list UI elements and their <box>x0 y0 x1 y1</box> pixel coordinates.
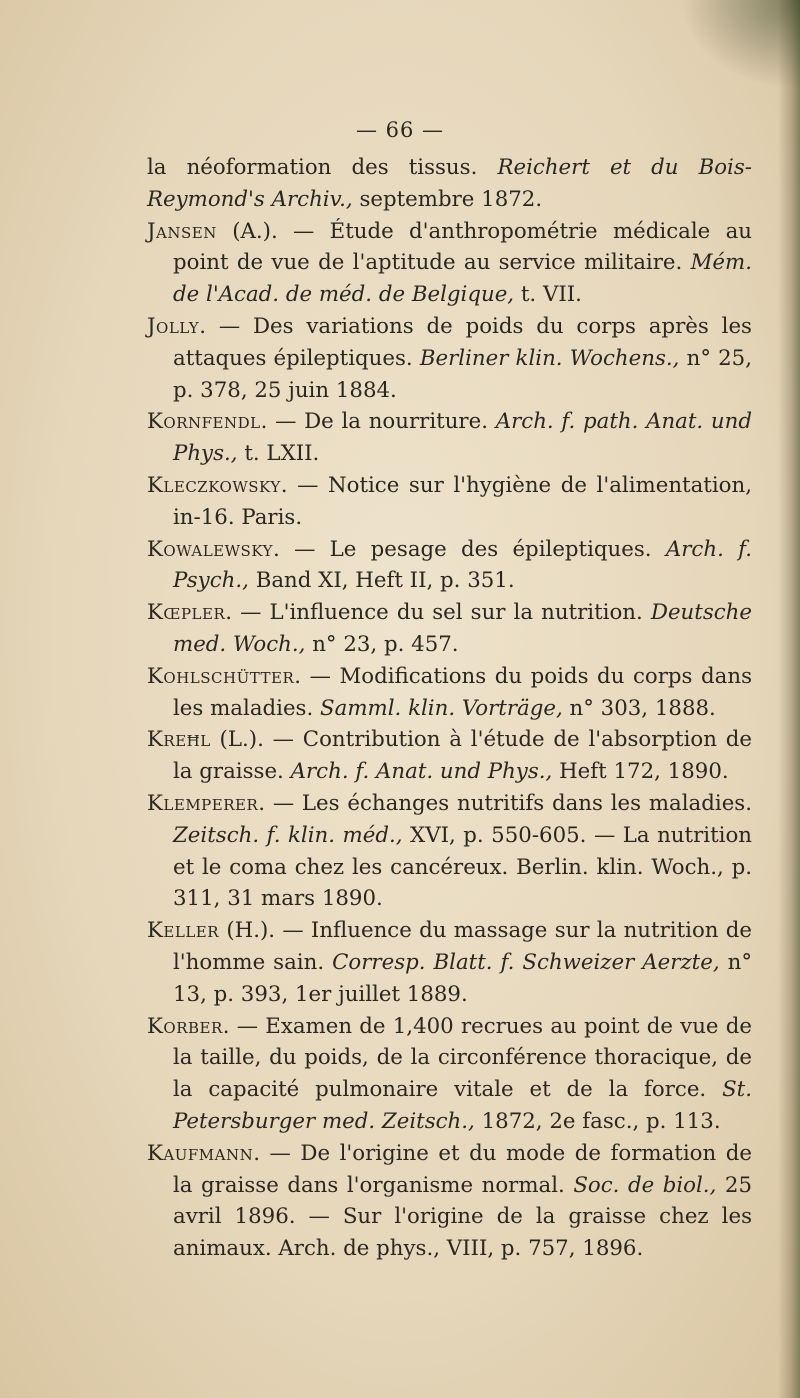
entry-source: St. Petersburger med. Zeitsch., <box>173 1077 752 1134</box>
entry-text: . — Des variations de poids du corps après les attaques épileptiques. <box>173 313 752 371</box>
page-number: — 66 — <box>355 118 445 142</box>
entry-text: . — Modifications du poids du corps dans les maladies. <box>173 663 752 721</box>
entry-author: Kohlschütter <box>147 663 295 689</box>
entry-author: Korber <box>147 1013 223 1039</box>
entry-details: XVI, p. 550-605. — La nutrition et le coma chez les cancéreux. Berlin. klin. Woch., p. 311, 31 mars 1890. <box>173 822 752 912</box>
entry-text: . — De l'origine et du mode de formation de la graisse dans l'organisme normal. <box>173 1140 752 1198</box>
bibliography-list <box>147 152 752 1265</box>
bibliography-entry <box>147 1011 752 1138</box>
bibliography-entry <box>147 1138 752 1265</box>
entry-text: . — L'influence du sel sur la nutrition. <box>225 600 643 626</box>
entry-author: Kœpler <box>147 600 226 626</box>
entry-text: . — Examen de 1,400 recrues au point de vue de la taille, du poids, de la circonférence thoracique, de la capacité pulmonaire vitale et de la force. <box>173 1013 752 1103</box>
entry-author: Kreħl <box>147 727 211 753</box>
entry-text: (A.). — Étude d'anthropométrie médicale au point de vue de l'aptitude au service militaire. <box>173 218 752 276</box>
entry-source: Mém. de l'Acad. de méd. de Belgique, <box>173 250 752 308</box>
bibliography-entry <box>147 470 752 534</box>
bibliography-entry <box>147 216 752 311</box>
bibliography-entry <box>147 915 752 1010</box>
page-corner-stain <box>680 0 800 90</box>
entry-details: septembre 1872. <box>359 186 543 212</box>
entry-details: 25 avril 1896. — Sur l'origine de la graisse chez les animaux. Arch. de phys., VIII, p. 757, 1896. <box>173 1172 752 1262</box>
bibliography-entry <box>147 406 752 470</box>
entry-details: 1872, 2e fasc., p. 113. <box>481 1108 721 1134</box>
entry-source: Soc. de biol., <box>573 1172 717 1198</box>
entry-author: Kleczkowsky <box>147 472 281 498</box>
entry-details: n° 13, p. 393, 1er juillet 1889. <box>173 949 752 1007</box>
entry-details: n° 303, 1888. <box>569 695 716 721</box>
entry-details: t. LXII. <box>244 441 320 467</box>
bibliography-entry <box>147 534 752 598</box>
bibliography-entry <box>147 661 752 725</box>
entry-text: . — Les échanges nutritifs dans les maladies. <box>258 790 752 816</box>
entry-source: Berliner klin. Wochens., <box>419 345 680 371</box>
entry-source: Arch. f. path. Anat. und Phys., <box>173 409 752 467</box>
entry-text: . — Notice sur l'hygiène de l'alimentation, in-16. Paris. <box>173 472 752 530</box>
bibliography-entry <box>147 311 752 406</box>
entry-source: Zeitsch. f. klin. méd., <box>173 822 403 848</box>
entry-source: Arch. f. Anat. und Phys., <box>290 759 553 785</box>
entry-details: Band XI, Heft II, p. 351. <box>255 568 515 594</box>
entry-details: Heft 172, 1890. <box>559 759 729 785</box>
entry-text: (H.). — Influence du massage sur la nutrition de l'homme sain. <box>173 918 753 975</box>
bibliography-entry <box>147 597 752 661</box>
entry-author: Jansen <box>147 218 217 244</box>
bibliography-entry <box>147 724 752 788</box>
entry-author: Keller <box>147 918 220 944</box>
entry-details: t. VII. <box>520 282 582 308</box>
entry-details: n° 23, p. 457. <box>312 631 459 657</box>
entry-text: . — Le pesage des épileptiques. <box>273 536 652 562</box>
entry-source: Arch. f. Psych., <box>173 536 752 594</box>
entry-author: Kornfendl <box>147 409 261 435</box>
entry-details: n° 25, p. 378, 25 juin 1884. <box>173 345 753 403</box>
entry-author: Kowalewsky <box>147 536 274 562</box>
entry-text: . — De la nourriture. <box>260 409 488 435</box>
entry-author: Kaufmann <box>147 1140 254 1166</box>
entry-text: la néoformation des tissus. <box>147 155 478 180</box>
bibliography-entry <box>147 788 752 915</box>
entry-author: Klemperer <box>147 790 259 816</box>
entry-author: Jolly <box>147 313 200 339</box>
bibliography-entry <box>147 152 752 216</box>
entry-source: Samml. klin. Vorträge, <box>320 695 563 721</box>
entry-source: Reichert et du Bois-Reymond's Archiv., <box>147 155 752 212</box>
entry-source: Corresp. Blatt. f. Schweizer Aerzte, <box>332 949 720 975</box>
entry-text: (L.). — Contribution à l'étude de l'absorption de la graisse. <box>173 727 752 785</box>
entry-source: Deutsche med. Woch., <box>173 600 753 657</box>
page-edge-shadow <box>778 0 800 1398</box>
